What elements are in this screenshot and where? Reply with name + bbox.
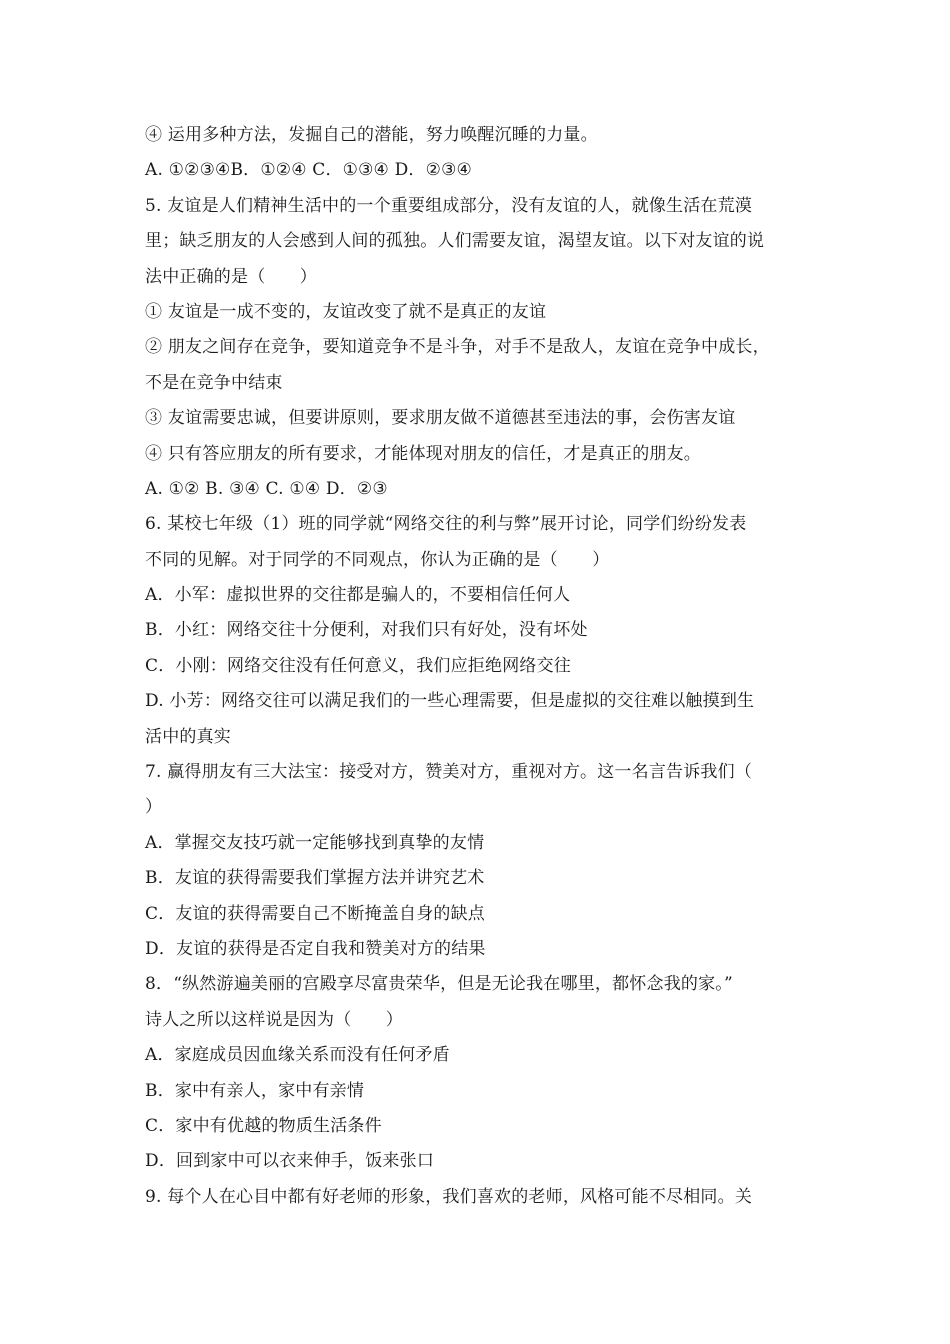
choice-c: C．家中有优越的物质生活条件 [145,1115,382,1136]
choice-a: A．家庭成员因血缘关系而没有任何矛盾 [145,1045,450,1066]
choice-d: 活中的真实 [145,726,231,747]
answer-choices: A. ①②③④B．①②④ C．①③④ D．②③④ [145,160,472,181]
choice-b: B．小红：网络交往十分便利，对我们只有好处，没有坏处 [145,620,588,641]
option-line: ④ 只有答应朋友的所有要求，才能体现对朋友的信任，才是真正的朋友。 [145,443,702,464]
question-7-stem: ） [145,797,163,818]
choice-d: D．友谊的获得是否定自我和赞美对方的结果 [145,938,486,959]
option-line: ④ 运用多种方法，发掘自己的潜能，努力唤醒沉睡的力量。 [145,125,598,145]
question-9-stem: 9. 每个人在心目中都有好老师的形象，我们喜欢的老师，风格可能不尽相同。关 [145,1186,753,1207]
choice-c: C．友谊的获得需要自己不断掩盖自身的缺点 [145,903,486,924]
choice-b: B．家中有亲人，家中有亲情 [145,1080,365,1101]
option-line: 不是在竞争中结束 [145,372,283,393]
choice-d: D．回到家中可以衣来伸手，饭来张口 [145,1151,435,1172]
choice-c: C．小刚：网络交往没有任何意义，我们应拒绝网络交往 [145,655,572,676]
option-line: ① 友谊是一成不变的，友谊改变了就不是真正的友谊 [145,301,547,322]
question-5-stem: 5. 友谊是人们精神生活中的一个重要组成部分，没有友谊的人，就像生活在荒漠 [145,195,753,216]
choice-a: A．小军：虚拟世界的交往都是骗人的，不要相信任何人 [145,585,571,606]
choice-a: A．掌握交友技巧就一定能够找到真挚的友情 [145,832,485,853]
question-6-stem: 不同的见解。对于同学的不同观点，你认为正确的是（ ） [145,549,610,570]
option-line: ② 朋友之间存在竞争，要知道竞争不是斗争，对手不是敌人，友谊在竞争中成长， [145,337,770,358]
question-8-stem: 诗人之所以这样说是因为（ ） [145,1009,403,1030]
question-7-stem: 7. 赢得朋友有三大法宝：接受对方，赞美对方，重视对方。这一名言告诉我们（ [145,762,753,783]
question-5-stem: 里；缺乏朋友的人会感到人间的孤独。人们需要友谊，渴望友谊。以下对友谊的说 [145,231,765,252]
question-8-stem: 8．“纵然游遍美丽的宫殿享尽富贵荣华，但是无论我在哪里，都怀念我的家。” [145,974,733,995]
question-6-stem: 6. 某校七年级（1）班的同学就“网络交往的利与弊”展开讨论，同学们纷纷发表 [145,514,747,535]
choice-b: B．友谊的获得需要我们掌握方法并讲究艺术 [145,868,485,889]
answer-choices: A. ①② B. ③④ C. ①④ D．②③ [145,478,388,499]
option-line: ③ 友谊需要忠诚，但要讲原则，要求朋友做不道德甚至违法的事，会伤害友谊 [145,408,736,429]
question-5-stem: 法中正确的是（ ） [145,266,317,287]
document-body [145,118,825,1215]
choice-d: D. 小芳：网络交往可以满足我们的一些心理需要，但是虚拟的交往难以触摸到生 [145,691,755,712]
